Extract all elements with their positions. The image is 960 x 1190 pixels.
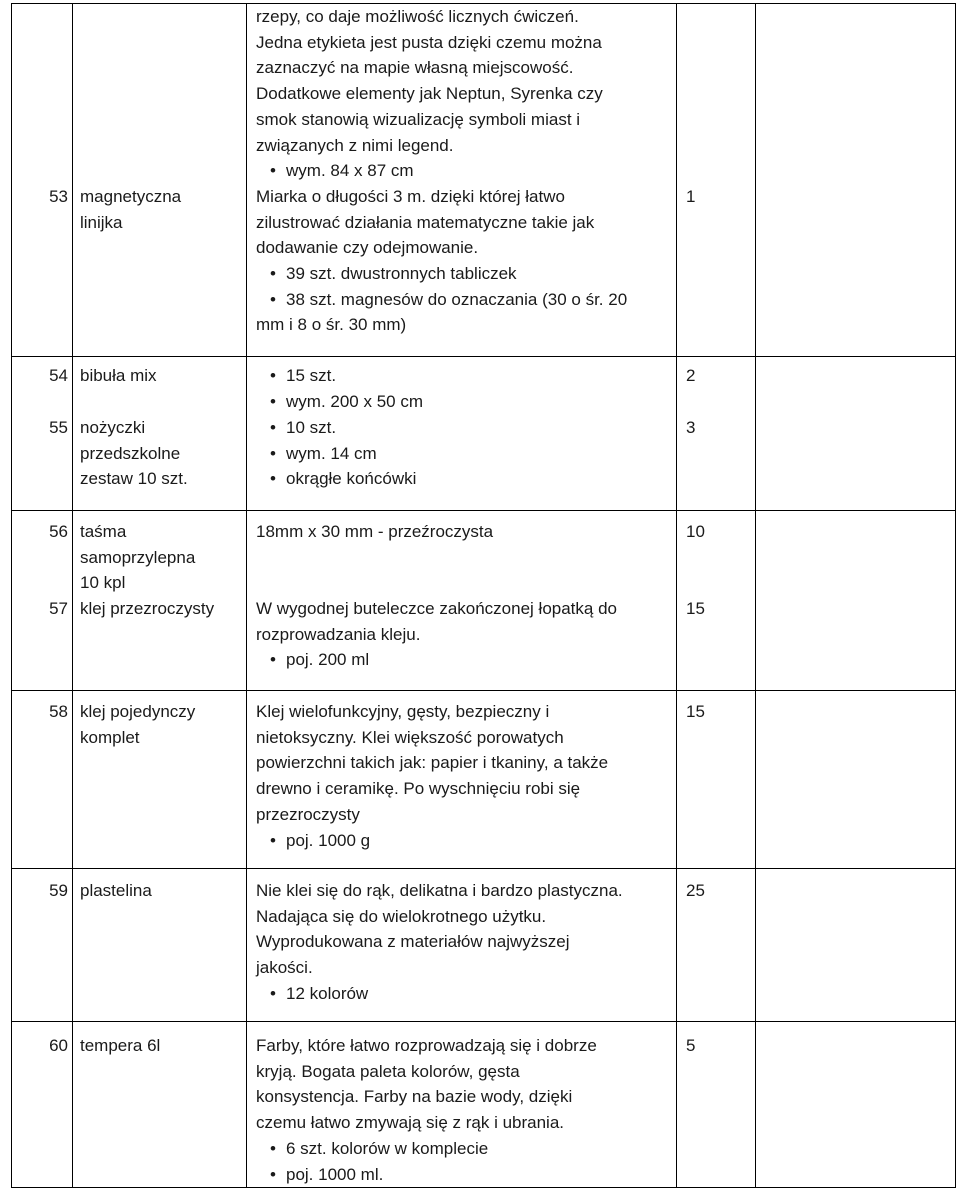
product-description: Nie klei się do rąk, delikatna i bardzo plastyczna. Nadająca się do wielokrotnego użytku. Wyprodukowana z materiałów najwyższej jakości. • 12 kolorów [256,878,623,1007]
quantity: 10 [686,522,705,541]
row-number: 54 [49,366,68,385]
bullet-item: • 15 szt. [270,363,423,389]
bullet-item: • wym. 84 x 87 cm [270,158,627,184]
product-name: nożyczki przedszkolne zestaw 10 szt. [80,418,188,489]
bullet-item: • 10 szt. [270,415,416,441]
column-divider [755,3,756,1188]
row-number: 57 [49,599,68,618]
bullet-item: • poj. 1000 ml. [270,1162,597,1188]
quantity: 15 [686,599,705,618]
product-description: 18mm x 30 mm - przeźroczysta [256,522,494,541]
row-divider [11,690,956,691]
product-name: plastelina [80,881,152,900]
bullet-item: • poj. 200 ml [270,647,617,673]
bullet-item: • 12 kolorów [270,981,623,1007]
table-border-left [11,3,12,1188]
row-number: 60 [49,1036,68,1055]
bullet-item: • poj. 1000 g [270,828,608,854]
column-divider [246,3,247,1188]
bullet-item: • 38 szt. magnesów do oznaczania (30 o śr. 20 [270,287,627,313]
product-description: W wygodnej buteleczce zakończonej łopatką do rozprowadzania kleju. • poj. 200 ml [256,596,617,673]
quantity: 25 [686,881,705,900]
bullet-item: • wym. 200 x 50 cm [270,389,423,415]
quantity: 3 [686,418,696,437]
bullet-item: • 6 szt. kolorów w komplecie [270,1136,597,1162]
product-description [256,415,416,492]
column-divider [676,3,677,1188]
product-name: klej przezroczysty [80,599,215,618]
row-divider [11,868,956,869]
row-number: 59 [49,881,68,900]
product-description [256,363,423,414]
product-description: rzepy, co daje możliwość licznych ćwiczeń. Jedna etykieta jest pusta dzięki czemu można zaznaczyć na mapie własną miejscowość. Dodatkowe elementy jak Neptun, Syrenka czy smok stanowią wizualizację symboli miast i związanych z nimi legend. • wym. 84 x 87 cm Miarka o długości 3 m. dzięki której łatwo zilustrować działania matematyczne takie jak dodawanie czy odejmowanie. • 39 szt. dwustronnych tabliczek • 38 szt. magnesów do oznaczania (30 o śr. 20 mm i 8 o śr. 30 mm) [256,4,627,338]
bullet-item: • 39 szt. dwustronnych tabliczek [270,261,627,287]
quantity: 5 [686,1036,696,1055]
product-name: tempera 6l [80,1036,161,1055]
quantity: 2 [686,366,696,385]
bullet-item: • okrągłe końcówki [270,466,416,492]
product-name: bibuła mix [80,366,157,385]
row-number: 58 [49,702,68,721]
row-number: 53 [49,187,68,206]
quantity: 1 [686,187,696,206]
quantity: 15 [686,702,705,721]
product-name: magnetyczna linijka [80,187,182,232]
product-description: Klej wielofunkcyjny, gęsty, bezpieczny i nietoksyczny. Klei większość porowatych powierzchni takich jak: papier i tkaniny, a także drewno i ceramikę. Po wyschnięciu robi się przezroczysty • poj. 1000 g [256,699,608,853]
row-divider [11,356,956,357]
column-divider [72,3,73,1188]
product-name: klej pojedynczy komplet [80,702,196,747]
row-number: 55 [49,418,68,437]
row-divider [11,1021,956,1022]
bullet-item: • wym. 14 cm [270,441,416,467]
row-divider [11,510,956,511]
product-description: Farby, które łatwo rozprowadzają się i dobrze kryją. Bogata paleta kolorów, gęsta konsystencja. Farby na bazie wody, dzięki czemu łatwo zmywają się z rąk i ubrania. • 6 szt. kolorów w komplecie • poj. 1000 ml. [256,1033,597,1187]
row-number: 56 [49,522,68,541]
table-border-right [955,3,956,1188]
product-name: taśma samoprzylepna 10 kpl [80,522,196,593]
